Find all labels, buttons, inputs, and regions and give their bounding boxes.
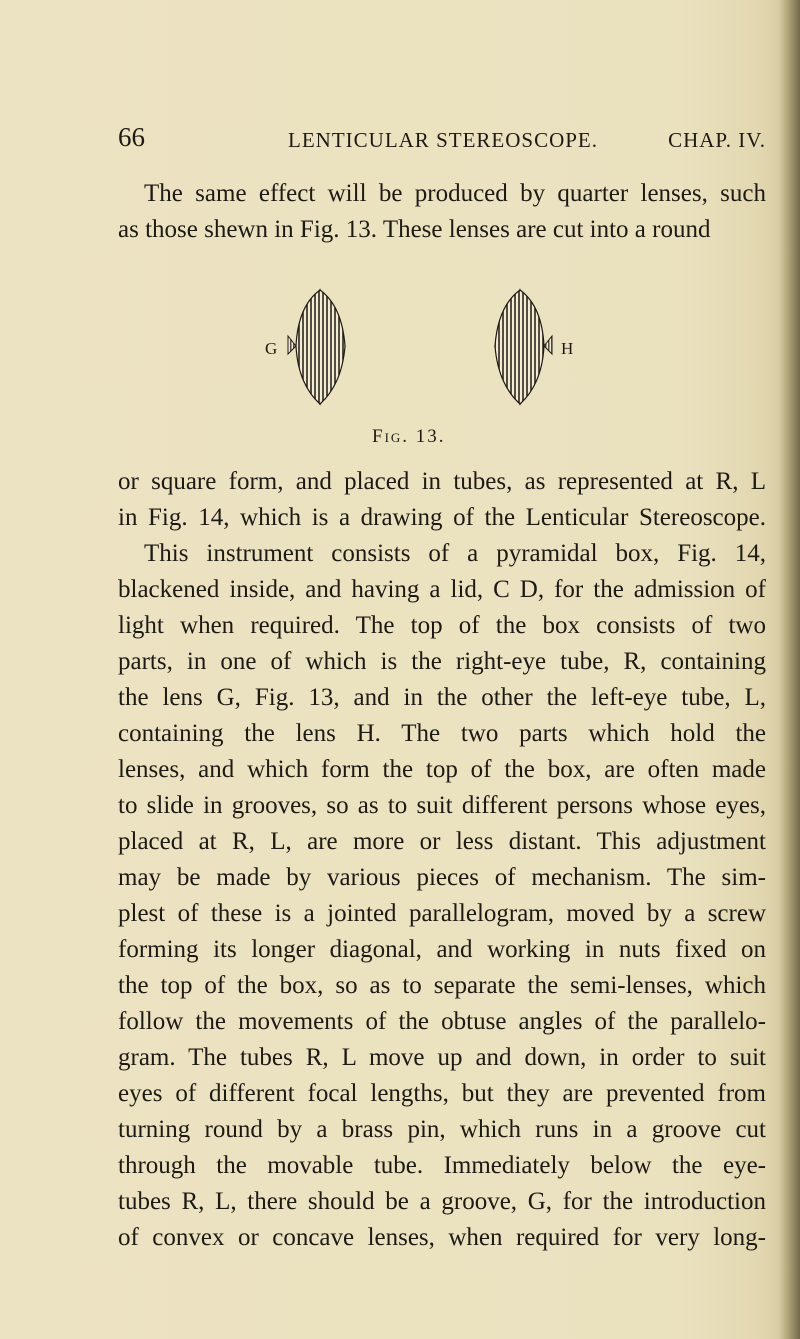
paragraph-intro: [118, 176, 766, 248]
page-edge-shadow: [778, 0, 800, 1339]
text-line: turning round by a brass pin, which runs in a groove cut: [118, 1116, 766, 1143]
lens-g-shape: [288, 290, 345, 404]
label-g: G: [265, 339, 278, 358]
text-line: tubes R, L, there should be a groove, G, for the introduction: [118, 1188, 766, 1215]
text-line: This instrument consists of a pyramidal box, Fig. 14,: [144, 540, 766, 567]
text-line: plest of these is a jointed parallelogram, moved by a screw: [118, 900, 766, 927]
text-line: follow the movements of the obtuse angles of the parallelo-: [118, 1008, 766, 1035]
text-line: gram. The tubes R, L move up and down, in order to suit: [118, 1044, 766, 1071]
text-line: the top of the box, so as to separate the semi-lenses, which: [118, 972, 766, 999]
text-line: eyes of different focal lengths, but they are prevented from: [118, 1080, 766, 1107]
figure-13-lens-diagram: [230, 286, 700, 446]
chapter-label: CHAP. IV.: [668, 128, 766, 152]
text-line: to slide in grooves, so as to suit different persons whose eyes,: [118, 792, 766, 819]
text-line: parts, in one of which is the right-eye tube, R, containing: [118, 648, 766, 675]
text-line: lenses, and which form the top of the box, are often made: [118, 756, 766, 783]
text-line: as those shewn in Fig. 13. These lenses are cut into a round: [118, 216, 711, 243]
page-number: 66: [118, 122, 145, 152]
text-line: The same effect will be produced by quarter lenses, such: [144, 180, 766, 207]
text-line: or square form, and placed in tubes, as represented at R, L: [118, 468, 766, 495]
figure-caption: Fig. 13.: [372, 426, 446, 447]
page-header: [118, 122, 766, 162]
text-line: placed at R, L, are more or less distant. This adjustment: [118, 828, 766, 855]
text-line: forming its longer diagonal, and working in nuts fixed on: [118, 936, 766, 963]
text-line: may be made by various pieces of mechanism. The sim-: [118, 864, 766, 891]
lens-h-shape: [495, 290, 552, 404]
text-line: light when required. The top of the box consists of two: [118, 612, 766, 639]
paragraph-main: [118, 464, 766, 1256]
label-h: H: [561, 339, 574, 358]
text-line: containing the lens H. The two parts which hold the: [118, 720, 766, 747]
text-line: the lens G, Fig. 13, and in the other the left-eye tube, L,: [118, 684, 766, 711]
text-line: of convex or concave lenses, when required for very long-: [118, 1224, 766, 1251]
text-line: blackened inside, and having a lid, C D, for the admission of: [118, 576, 766, 603]
text-line: in Fig. 14, which is a drawing of the Lenticular Stereoscope.: [118, 504, 766, 531]
running-title: LENTICULAR STEREOSCOPE.: [288, 128, 599, 152]
text-line: through the movable tube. Immediately below the eye-: [118, 1152, 766, 1179]
